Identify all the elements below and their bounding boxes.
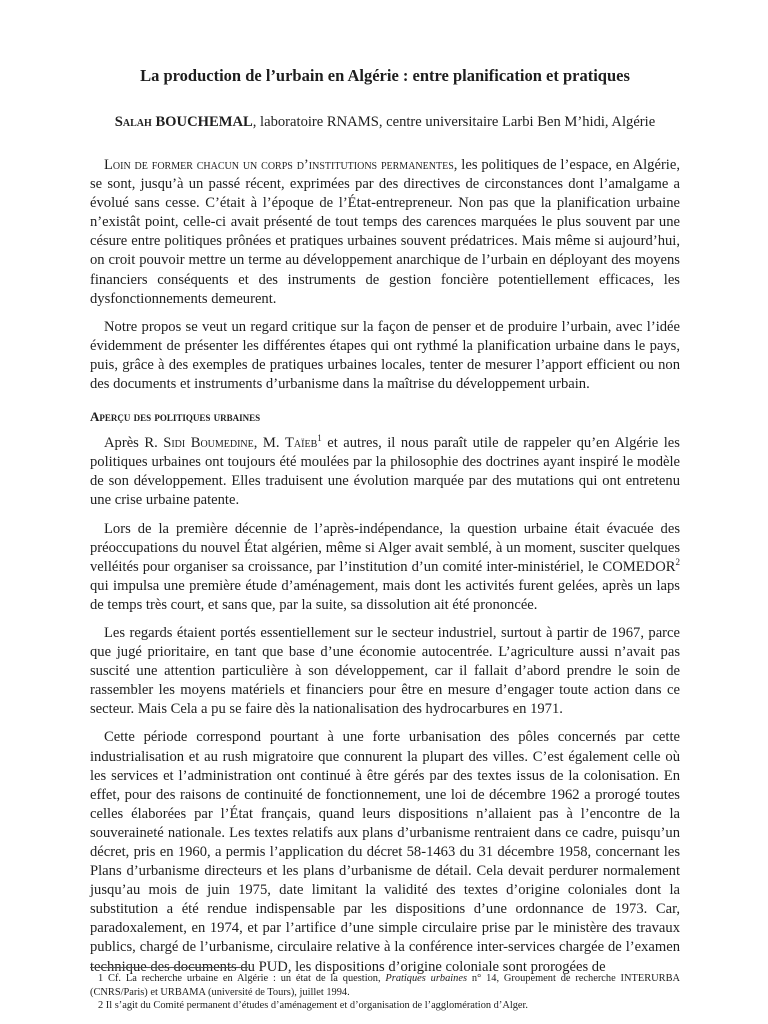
author-lab: RNAMS xyxy=(326,114,379,130)
paragraph-overview-rest: et autres, il nous paraît utile de rappeler qu’en Algérie les politiques urbaines ont toujours été moulées par la philosophie des doctrines ayant inspiré le modèle de son développement. Elles traduisent une évolution marquée par des mutations qui ont entretenu une crise urbaine patente. xyxy=(90,435,680,509)
paragraph-intro-rest: , les politiques de l’espace, en Algérie, se sont, jusqu’à un passé récent, exprimées par des directives de circonstances dont l’amalgame a évolué sans cesse. C’était à l’époque de l’État-entrepreneur. Non pas que la planification urbaine n’existât point, celle-ci avait présenté de tout temps des carences marquées le plus souvent par une césure entre politiques prônées et pratiques urbaines souvent prédatrices. Mais même si aujourd’hui, on croit pouvoir mettre un terme au développement anarchique de l’urbain en déployant des moyens financiers conséquents et des instruments de gestion foncière potentiellement efficaces, les dysfonctionnements demeurent. xyxy=(90,157,680,307)
paragraph-first-decade-a: Lors de la première décennie de l’après-indépendance, la question urbaine était évacuée des préoccupations du nouvel État algérien, même si Alger avait semblé, à un moment, susciter quelques velléités pour organiser sa croissance, par l’institution d’un comité inter-ministériel, le xyxy=(90,520,680,575)
author-first-name: Salah xyxy=(114,114,152,130)
footnote-1-a: 1 Cf. La recherche urbaine en Algérie : un état de la question, xyxy=(98,973,386,984)
author-affiliation-a: , laboratoire xyxy=(252,114,327,130)
section-heading: Aperçu des politiques urbaines xyxy=(90,409,261,425)
author-last-name: BOUCHEMAL xyxy=(155,114,253,130)
cited-author-2: Taïeb xyxy=(285,435,318,452)
paragraph-overview-b: , M. xyxy=(253,435,286,452)
paragraph-overview xyxy=(90,434,680,510)
paragraph-first-decade xyxy=(90,520,680,615)
footnote-ref-2[interactable]: 2 xyxy=(675,556,680,567)
paragraph-urbanisation-a: Cette période correspond pourtant à une forte urbanisation des pôles concernés par cette industrialisation et au rush migratoire que connurent la plupart des villes. C’est également celle où les services et l’administration ont continué à être gérés par des textes issus de la colonisation. En effet, pour des raisons de continuité de fonctionnement, une loi de décembre 1962 a prorogé toutes celles élaborées par l’État français, quand leurs dispositions n’allaient pas à l’encontre de la souveraineté nationale. Les textes relatifs aux plans d’urbanisme rentraient dans ce cadre, puisqu’un décret, pris en 1960, a permis l’application du décret 58-1463 du 31 décembre 1958, concernant les Plans d’urbanisme directeurs et les plans d’urbanisme de détail. Cela devait perdurer normalement jusqu’au mois de juin 1975, date limitant la validité des textes d’origine coloniales dont la substitution a été rendue indispensable par les dispositions d’une ordonnance de 1973. Car, paradoxalement, en 1974, et par l’artifice d’une simple circulaire prise par le ministère des travaux publics, chargé de l’urbanisme, circulaire relative à la conférence inter-services chargée de l’examen technique des documents du xyxy=(90,729,680,975)
footnote-divider xyxy=(90,967,248,968)
footnotes xyxy=(90,972,680,1013)
footnote-1-journal: Pratiques urbaines xyxy=(385,973,468,984)
footnote-2: 2 Il s’agit du Comité permanent d’études d’aménagement et d’organisation de l’agglomération d’Alger. xyxy=(98,1000,529,1012)
footnote-1 xyxy=(90,972,680,999)
paragraph-urbanisation xyxy=(90,728,680,976)
paragraph-intro xyxy=(90,156,680,309)
footnote-1-b: n° 14, Groupement de recherche INTERURBA (CNRS/Paris) et URBAMA (université de Tours), juillet 1994. xyxy=(90,973,681,998)
footnote-ref-1[interactable]: 1 xyxy=(317,433,322,444)
paragraph-urbanisation-rest: , les dispositions d’origine coloniale sont prorogées de xyxy=(287,958,606,975)
paragraph-industry: Les regards étaient portés essentiellement sur le secteur industriel, surtout à partir de 1967, parce que jugé prioritaire, en tant que base d’une économie autocentrée. L’agriculture aussi n’avait pas suscité une attention particulière à son développement, car il fallait d’abord prendre le soin de rassembler les moyens matériels et financiers pour être en mesure d’engager toute action dans ce secteur. Mais Cela a pu se faire dès la nationalisation des hydrocarbures en 1971. xyxy=(90,624,680,718)
paragraph-intro-lead: Loin de former chacun un corps d’institutions permanentes xyxy=(104,157,454,173)
paragraph-overview-a: Après R. xyxy=(104,435,164,452)
paragraph-first-decade-rest: qui impulsa une première étude d’aménagement, mais dont les activités furent gelées, après un laps de temps très court, et sans que, par la suite, sa dissolution ait été prononcée. xyxy=(90,577,680,613)
paragraph-purpose: Notre propos se veut un regard critique sur la façon de penser et de produire l’urbain, avec l’idée évidemment de présenter les différentes étapes qui ont rythmé la planification urbaine dans le pays, puis, grâce à des exemples de pratiques urbaines locales, tenter de mesurer l’apport efficient ou non des documents et instruments d’urbanisme dans la maîtrise du développement urbain. xyxy=(90,318,680,393)
author-affiliation-b: , centre universitaire Larbi Ben M’hidi, Algérie xyxy=(378,114,656,130)
author-line xyxy=(90,113,680,131)
cited-author-1: Sidi Boumedine xyxy=(163,435,254,452)
article-title: La production de l’urbain en Algérie : entre planification et pratiques xyxy=(140,66,630,85)
article-page xyxy=(90,66,680,977)
pud-acronym: PUD xyxy=(258,958,288,975)
comedor-acronym: COMEDOR xyxy=(602,558,676,575)
